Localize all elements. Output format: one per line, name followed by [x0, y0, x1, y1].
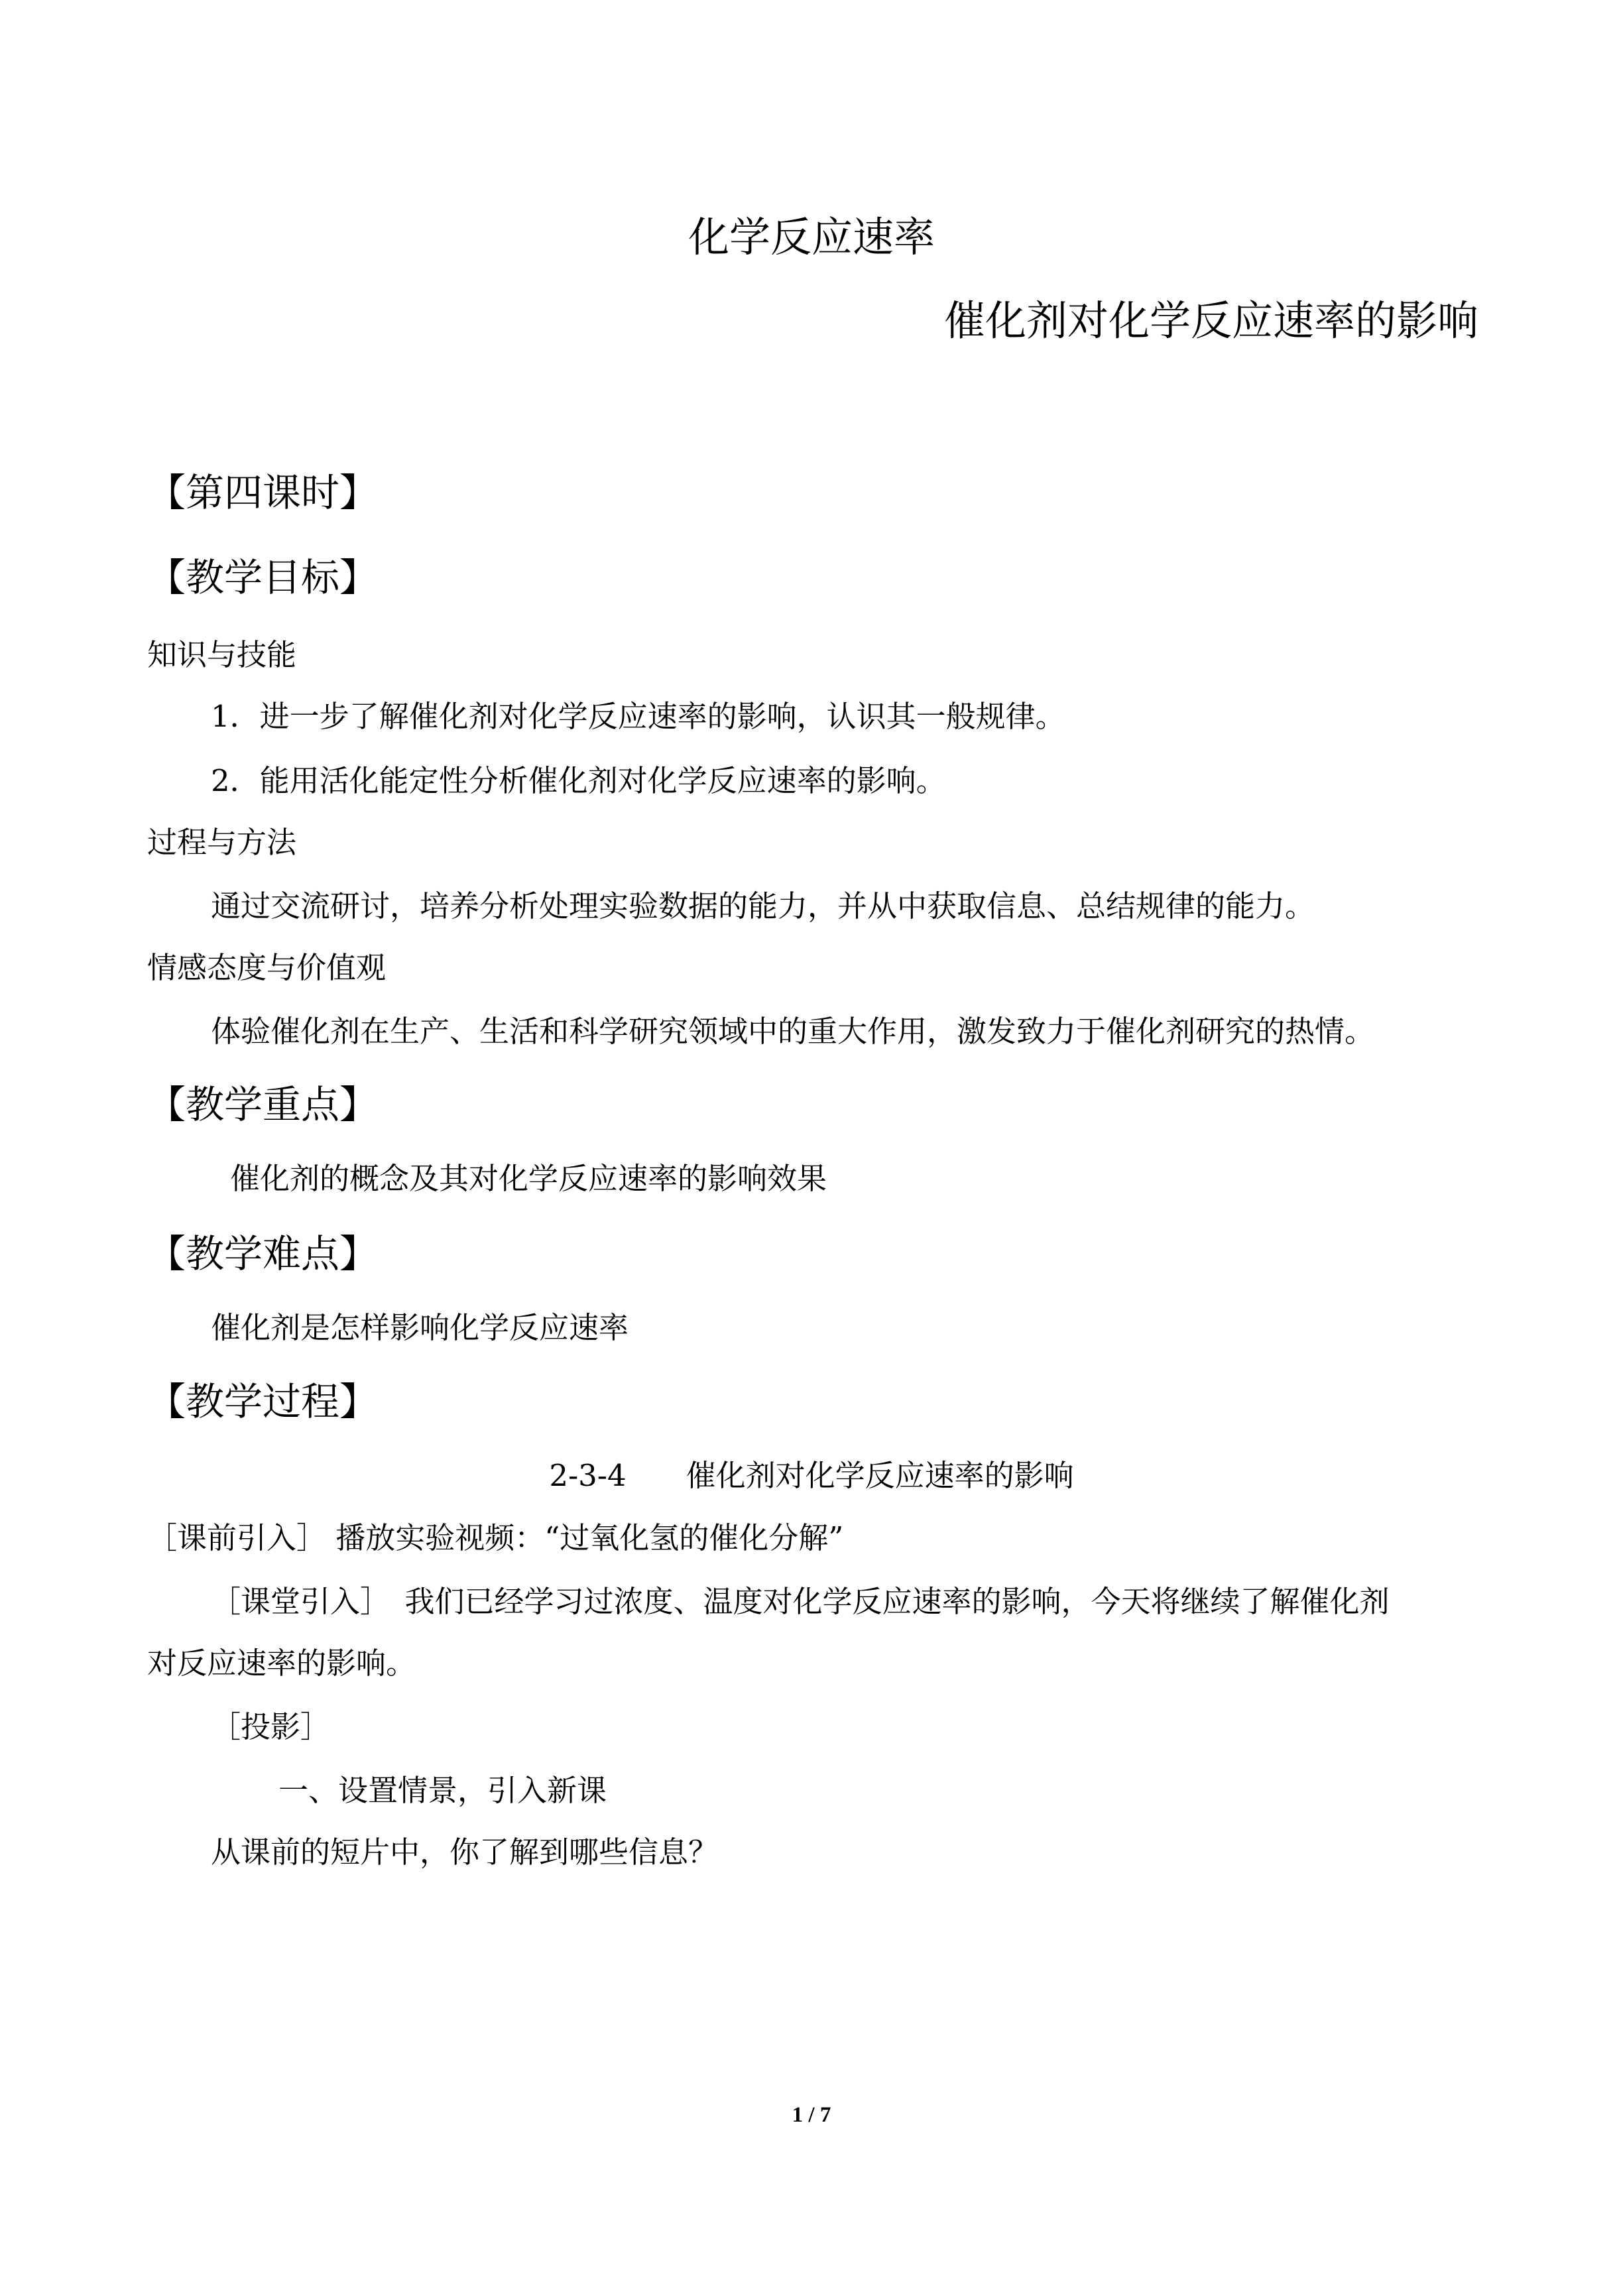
process-heading: 过程与方法 — [147, 825, 297, 860]
question-text: 从课前的短片中，你了解到哪些信息？ — [211, 1835, 719, 1870]
objectives-heading: 【教学目标】 — [147, 555, 379, 600]
section-title: 2-3-4 催化剂对化学反应速率的影响 — [549, 1458, 1074, 1493]
document-title: 化学反应速率 — [688, 213, 935, 261]
difficulties-heading: 【教学难点】 — [147, 1231, 379, 1276]
document-subtitle: 催化剂对化学反应速率的影响 — [943, 296, 1478, 345]
knowledge-heading: 知识与技能 — [147, 637, 297, 672]
process-text: 通过交流研讨，培养分析处理实验数据的能力，并从中获取信息、总结规律的能力。 — [211, 888, 1315, 924]
key-points-text: 催化剂的概念及其对化学反应速率的影响效果 — [230, 1161, 827, 1196]
knowledge-item-1: 1．进一步了解催化剂对化学反应速率的影响，认识其一般规律。 — [211, 699, 1065, 734]
knowledge-item-2: 2．能用活化能定性分析催化剂对化学反应速率的影响。 — [211, 763, 946, 798]
class-intro-line-2: 对反应速率的影响。 — [147, 1646, 416, 1681]
key-points-heading: 【教学重点】 — [147, 1082, 379, 1127]
teaching-process-heading: 【教学过程】 — [147, 1379, 379, 1424]
attitude-text: 体验催化剂在生产、生活和科学研究领域中的重大作用，激发致力于催化剂研究的热情。 — [211, 1014, 1375, 1049]
pre-class-intro: ［课前引入］ 播放实验视频：“过氧化氢的催化分解” — [147, 1520, 844, 1555]
projection-label: ［投影］ — [211, 1709, 331, 1744]
difficulties-text: 催化剂是怎样影响化学反应速率 — [211, 1310, 629, 1345]
page-number: 1 / 7 — [792, 2103, 831, 2127]
attitude-heading: 情感态度与价值观 — [147, 950, 387, 985]
lesson-period-heading: 【第四课时】 — [147, 470, 379, 515]
step-one: 一、设置情景，引入新课 — [278, 1773, 607, 1808]
class-intro-line-1: ［课堂引入］ 我们已经学习过浓度、温度对化学反应速率的影响，今天将继续了解催化剂 — [211, 1584, 1390, 1619]
